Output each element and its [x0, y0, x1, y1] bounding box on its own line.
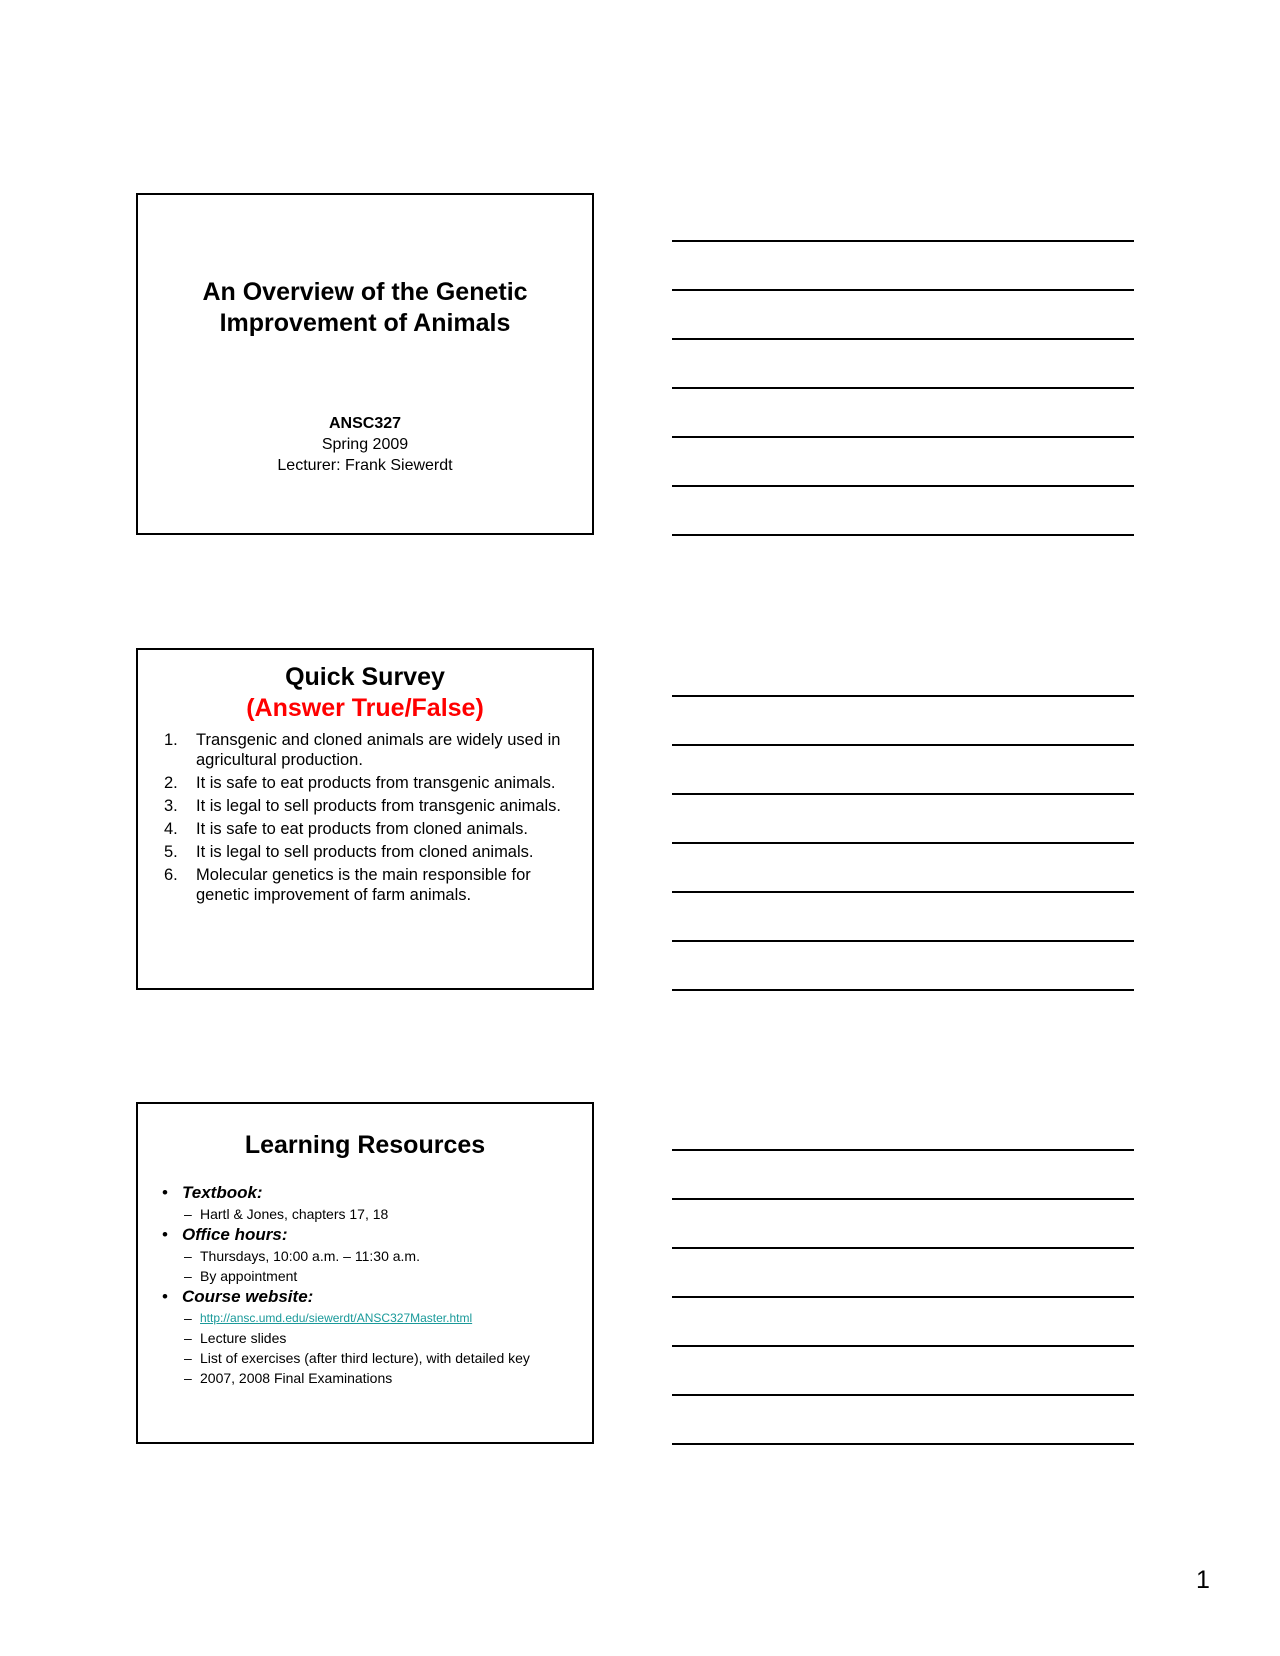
- list-item: [164, 796, 578, 816]
- course-code: ANSC327: [328, 415, 402, 432]
- dash: –: [184, 1330, 192, 1346]
- note-line: [672, 1345, 1134, 1347]
- note-line: [672, 534, 1134, 536]
- dash: –: [184, 1370, 192, 1386]
- note-line: [672, 1247, 1134, 1249]
- dash: –: [184, 1310, 192, 1326]
- slide2-subtitle: (Answer True/False): [246, 694, 484, 722]
- website-item: 2007, 2008 Final Examinations: [200, 1370, 393, 1386]
- item-text: Transgenic and cloned animals are widely used in agricultural production.: [196, 731, 561, 769]
- item-text: It is legal to sell products from cloned animals.: [196, 843, 534, 861]
- list-item: [164, 819, 578, 839]
- note-line: [672, 485, 1134, 487]
- dash: –: [184, 1350, 192, 1366]
- item-text: It is safe to eat products from transgenic animals.: [196, 774, 556, 792]
- item-number: 1.: [164, 731, 178, 749]
- note-line: [672, 1394, 1134, 1396]
- dash: –: [184, 1268, 192, 1284]
- note-line: [672, 1149, 1134, 1151]
- textbook-item: Hartl & Jones, chapters 17, 18: [200, 1206, 389, 1222]
- note-line: [672, 744, 1134, 746]
- list-item: [162, 1348, 582, 1368]
- bullet: •: [162, 1287, 168, 1306]
- list-item: [162, 1266, 582, 1286]
- office-label: Office hours:: [182, 1225, 288, 1244]
- lecturer: Lecturer: Frank Siewerdt: [277, 457, 453, 474]
- textbook-label: Textbook:: [182, 1183, 263, 1202]
- bullet: •: [162, 1225, 168, 1244]
- term: Spring 2009: [321, 436, 409, 453]
- list-item: [162, 1328, 582, 1348]
- item-text: It is safe to eat products from cloned animals.: [196, 820, 528, 838]
- list-item: [162, 1308, 582, 1328]
- list-item: [164, 730, 578, 770]
- section-course-website: [162, 1286, 582, 1308]
- note-line: [672, 289, 1134, 291]
- slide1-title-line1: An Overview of the Genetic: [202, 278, 528, 306]
- slide1-title: [138, 277, 592, 339]
- note-line: [672, 793, 1134, 795]
- note-line: [672, 891, 1134, 893]
- list-item: [164, 865, 578, 905]
- slide2-title: Quick Survey: [285, 663, 445, 691]
- note-line: [672, 436, 1134, 438]
- list-item: [164, 842, 578, 862]
- item-text: Molecular genetics is the main responsible for genetic improvement of farm animals.: [196, 866, 531, 904]
- bullet: •: [162, 1183, 168, 1202]
- note-line: [672, 338, 1134, 340]
- note-line: [672, 1443, 1134, 1445]
- survey-list: [164, 730, 578, 908]
- office-item: By appointment: [200, 1268, 298, 1284]
- website-item: List of exercises (after third lecture), with detailed key: [200, 1350, 530, 1366]
- item-number: 5.: [164, 843, 178, 861]
- slide3-title: Learning Resources: [244, 1131, 486, 1159]
- list-item: [162, 1368, 582, 1388]
- note-line: [672, 240, 1134, 242]
- page-number: 1: [1196, 1566, 1210, 1594]
- website-link[interactable]: http://ansc.umd.edu/siewerdt/ANSC327Master.html: [200, 1311, 473, 1325]
- note-line: [672, 695, 1134, 697]
- section-textbook: [162, 1182, 582, 1204]
- note-line: [672, 1198, 1134, 1200]
- list-item: [162, 1246, 582, 1266]
- website-item: Lecture slides: [200, 1330, 287, 1346]
- item-number: 4.: [164, 820, 178, 838]
- slide1-meta: [138, 413, 592, 476]
- note-line: [672, 1296, 1134, 1298]
- resources-list: [162, 1182, 582, 1388]
- slide-title: [136, 193, 594, 535]
- dash: –: [184, 1206, 192, 1222]
- note-line: [672, 989, 1134, 991]
- slide-learning-resources: [136, 1102, 594, 1444]
- item-text: It is legal to sell products from transgenic animals.: [196, 797, 561, 815]
- note-line: [672, 842, 1134, 844]
- item-number: 3.: [164, 797, 178, 815]
- office-item: Thursdays, 10:00 a.m. – 11:30 a.m.: [200, 1248, 420, 1264]
- item-number: 6.: [164, 866, 178, 884]
- item-number: 2.: [164, 774, 178, 792]
- slide1-title-line2: Improvement of Animals: [219, 309, 511, 337]
- slide-quick-survey: [136, 648, 594, 990]
- list-item: [162, 1204, 582, 1224]
- list-item: [164, 773, 578, 793]
- website-label: Course website:: [182, 1287, 314, 1306]
- section-office-hours: [162, 1224, 582, 1246]
- dash: –: [184, 1248, 192, 1264]
- note-line: [672, 387, 1134, 389]
- note-line: [672, 940, 1134, 942]
